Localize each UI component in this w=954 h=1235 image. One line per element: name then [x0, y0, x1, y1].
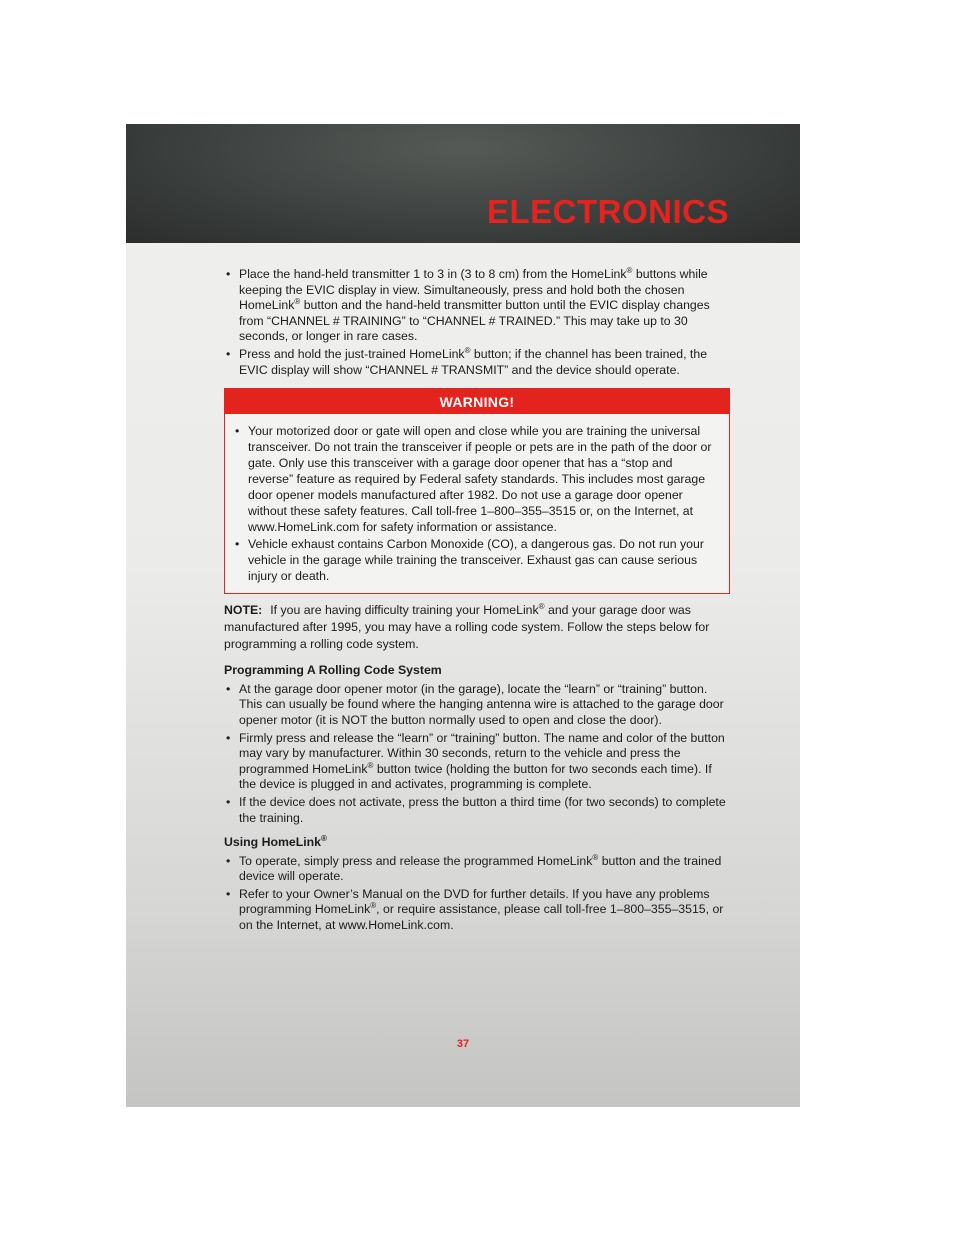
warning-title: WARNING! — [225, 389, 729, 414]
list-item: • Refer to your Owner’s Manual on the DVD for further details. If you have any problems programming HomeLink®, or require assistance, please call toll-free 1–800–355–3515, or on the Internet, at www.HomeLink.com. — [224, 887, 730, 934]
page-content — [224, 267, 730, 936]
note-label: NOTE: — [224, 603, 263, 618]
list-item: • Press and hold the just-trained HomeLink® button; if the channel has been trained, the EVIC display will show “CHANNEL # TRANSMIT” and the device should operate. — [224, 347, 730, 378]
list-item: • Vehicle exhaust contains Carbon Monoxide (CO), a dangerous gas. Do not run your vehicle in the garage while training the transceiver. Exhaust gas can cause serious injury or death. — [233, 536, 719, 584]
warning-list — [225, 414, 729, 593]
list-item: • Firmly press and release the “learn” or “training” button. The name and color of the button may vary by manufacturer. Within 30 seconds, return to the vehicle and press the programmed HomeLink® button twice (holding the button for two seconds each time). If the device is plugged in and activates, programming is complete. — [224, 731, 730, 793]
manual-page — [126, 124, 800, 1107]
section-banner — [126, 124, 800, 243]
list-item: • At the garage door opener motor (in the garage), locate the “learn” or “training” button. This can usually be found where the hanging antenna wire is attached to the garage door opener motor (it is NOT the button normally used to open and close the door). — [224, 682, 730, 729]
list-item: • To operate, simply press and release the programmed HomeLink® button and the trained device will operate. — [224, 854, 730, 885]
note-paragraph: NOTE: If you are having difficulty training your HomeLink® and your garage door was manufactured after 1995, you may have a rolling code system. Follow the steps below for programming a rolling code system. — [224, 602, 710, 652]
list-item: • Place the hand-held transmitter 1 to 3 in (3 to 8 cm) from the HomeLink® buttons while keeping the EVIC display in view. Simultaneously, press and hold both the chosen HomeLink® button and the hand-held transmitter button until the EVIC display changes from “CHANNEL # TRAINING” to “CHANNEL # TRAINED.” This may take up to 30 seconds, or longer in rare cases. — [224, 267, 730, 345]
using-homelink-heading: Using HomeLink® — [224, 834, 327, 850]
intro-list — [224, 267, 730, 378]
warning-box — [224, 388, 730, 594]
rolling-code-list — [224, 682, 730, 826]
section-title: ELECTRONICS — [486, 193, 729, 230]
list-item: • Your motorized door or gate will open and close while you are training the universal transceiver. Do not train the transceiver if people or pets are in the path of the door or gate. Only use this transceiver with a garage door opener that has a “stop and reverse” feature as required by Federal safety standards. This includes most garage door opener models manufactured after 1982. Do not use a garage door opener without these safety features. Call toll-free 1–800–355–3515 or, on the Internet, at www.HomeLink.com for safety information or assistance. — [233, 423, 719, 535]
list-item: • If the device does not activate, press the button a third time (for two seconds) to complete the training. — [224, 795, 730, 826]
rolling-code-heading: Programming A Rolling Code System — [224, 663, 442, 678]
page-number: 37 — [456, 1038, 470, 1050]
using-homelink-list — [224, 854, 730, 934]
